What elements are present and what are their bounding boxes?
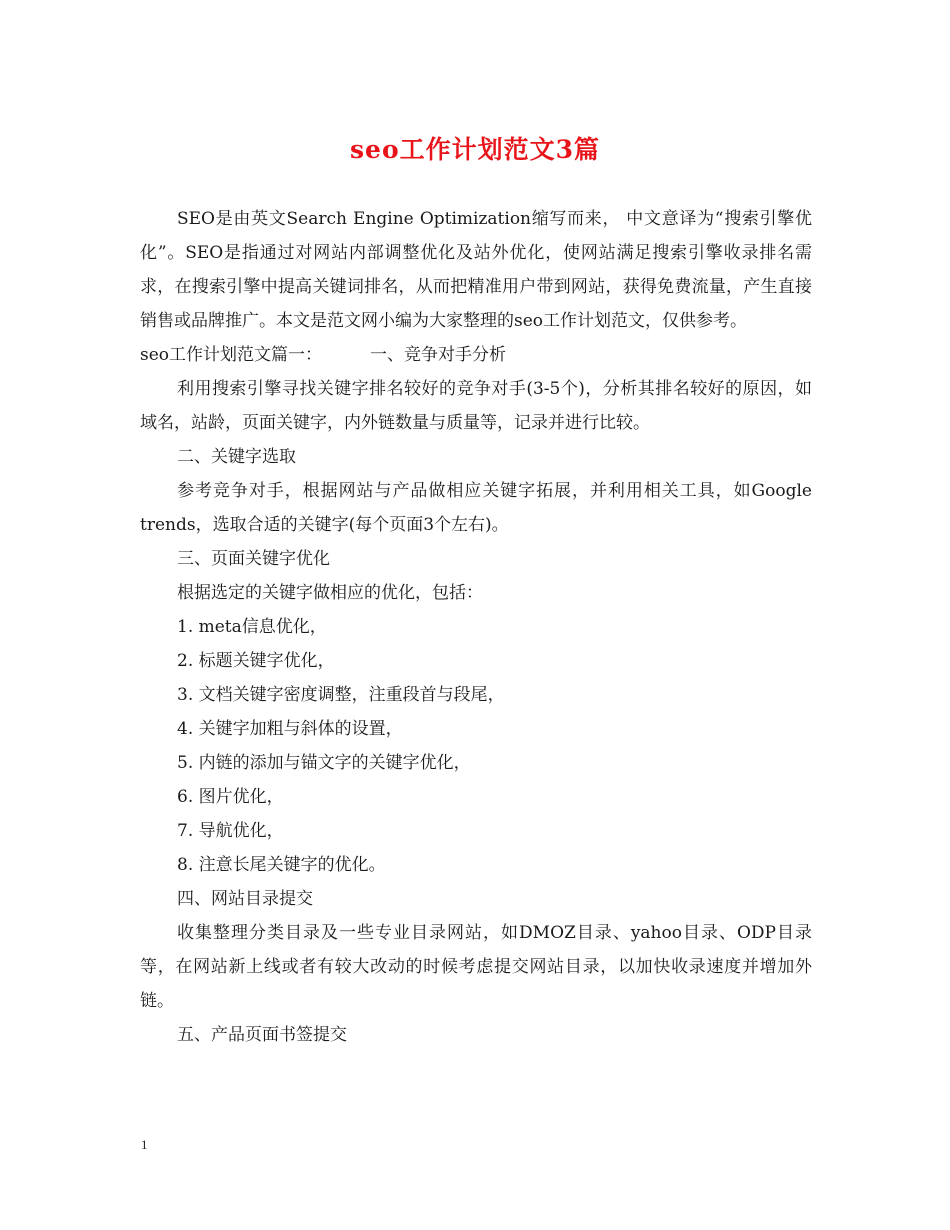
document-title: seo工作计划范文3篇 bbox=[349, 135, 601, 164]
section1-heading: 一、竞争对手分析 bbox=[370, 345, 507, 365]
section2-paragraph: 参考竞争对手，根据网站与产品做相应关键字拓展，并利用相关工具，如Google trends，选取合适的关键字(每个页面3个左右)。 bbox=[140, 481, 812, 535]
section1-paragraph: 利用搜索引擎寻找关键字排名较好的竞争对手(3-5个)，分析其排名较好的原因，如域名，站龄，页面关键字，内外链数量与质量等，记录并进行比较。 bbox=[140, 379, 812, 433]
list-item: 2. 标题关键字优化， bbox=[177, 651, 335, 671]
part1-line bbox=[140, 338, 812, 372]
list-item: 1. meta信息优化， bbox=[177, 617, 327, 637]
section3-intro: 根据选定的关键字做相应的优化，包括： bbox=[177, 583, 483, 603]
list-item: 7. 导航优化， bbox=[177, 821, 284, 841]
list-item: 5. 内链的添加与锚文字的关键字优化， bbox=[177, 753, 471, 773]
section4-heading: 四、网站目录提交 bbox=[177, 889, 313, 909]
section2-heading: 二、关键字选取 bbox=[177, 447, 296, 467]
list-item: 8. 注意长尾关键字的优化。 bbox=[177, 855, 386, 875]
section3-heading: 三、页面关键字优化 bbox=[177, 549, 330, 569]
page-number: 1 bbox=[141, 1137, 148, 1152]
document-body bbox=[140, 202, 812, 1052]
list-item: 6. 图片优化， bbox=[177, 787, 284, 807]
section5-heading: 五、产品页面书签提交 bbox=[177, 1025, 347, 1045]
section4-paragraph: 收集整理分类目录及一些专业目录网站，如DMOZ目录、yahoo目录、ODP目录等，在网站新上线或者有较大改动的时候考虑提交网站目录，以加快收录速度并增加外链。 bbox=[140, 923, 812, 1011]
intro-paragraph: SEO是由英文Search Engine Optimization缩写而来， 中文意译为“搜索引擎优化”。SEO是指通过对网站内部调整优化及站外优化，使网站满足搜索引擎收录排名需求，在搜索引擎中提高关键词排名，从而把精准用户带到网站，获得免费流量，产生直接销售或品牌推广。本文是范文网小编为大家整理的seo工作计划范文，仅供参考。 bbox=[140, 209, 812, 331]
list-item: 3. 文档关键字密度调整，注重段首与段尾， bbox=[177, 685, 505, 705]
part1-label: seo工作计划范文篇一： bbox=[140, 345, 323, 365]
list-item: 4. 关键字加粗与斜体的设置， bbox=[177, 719, 403, 739]
